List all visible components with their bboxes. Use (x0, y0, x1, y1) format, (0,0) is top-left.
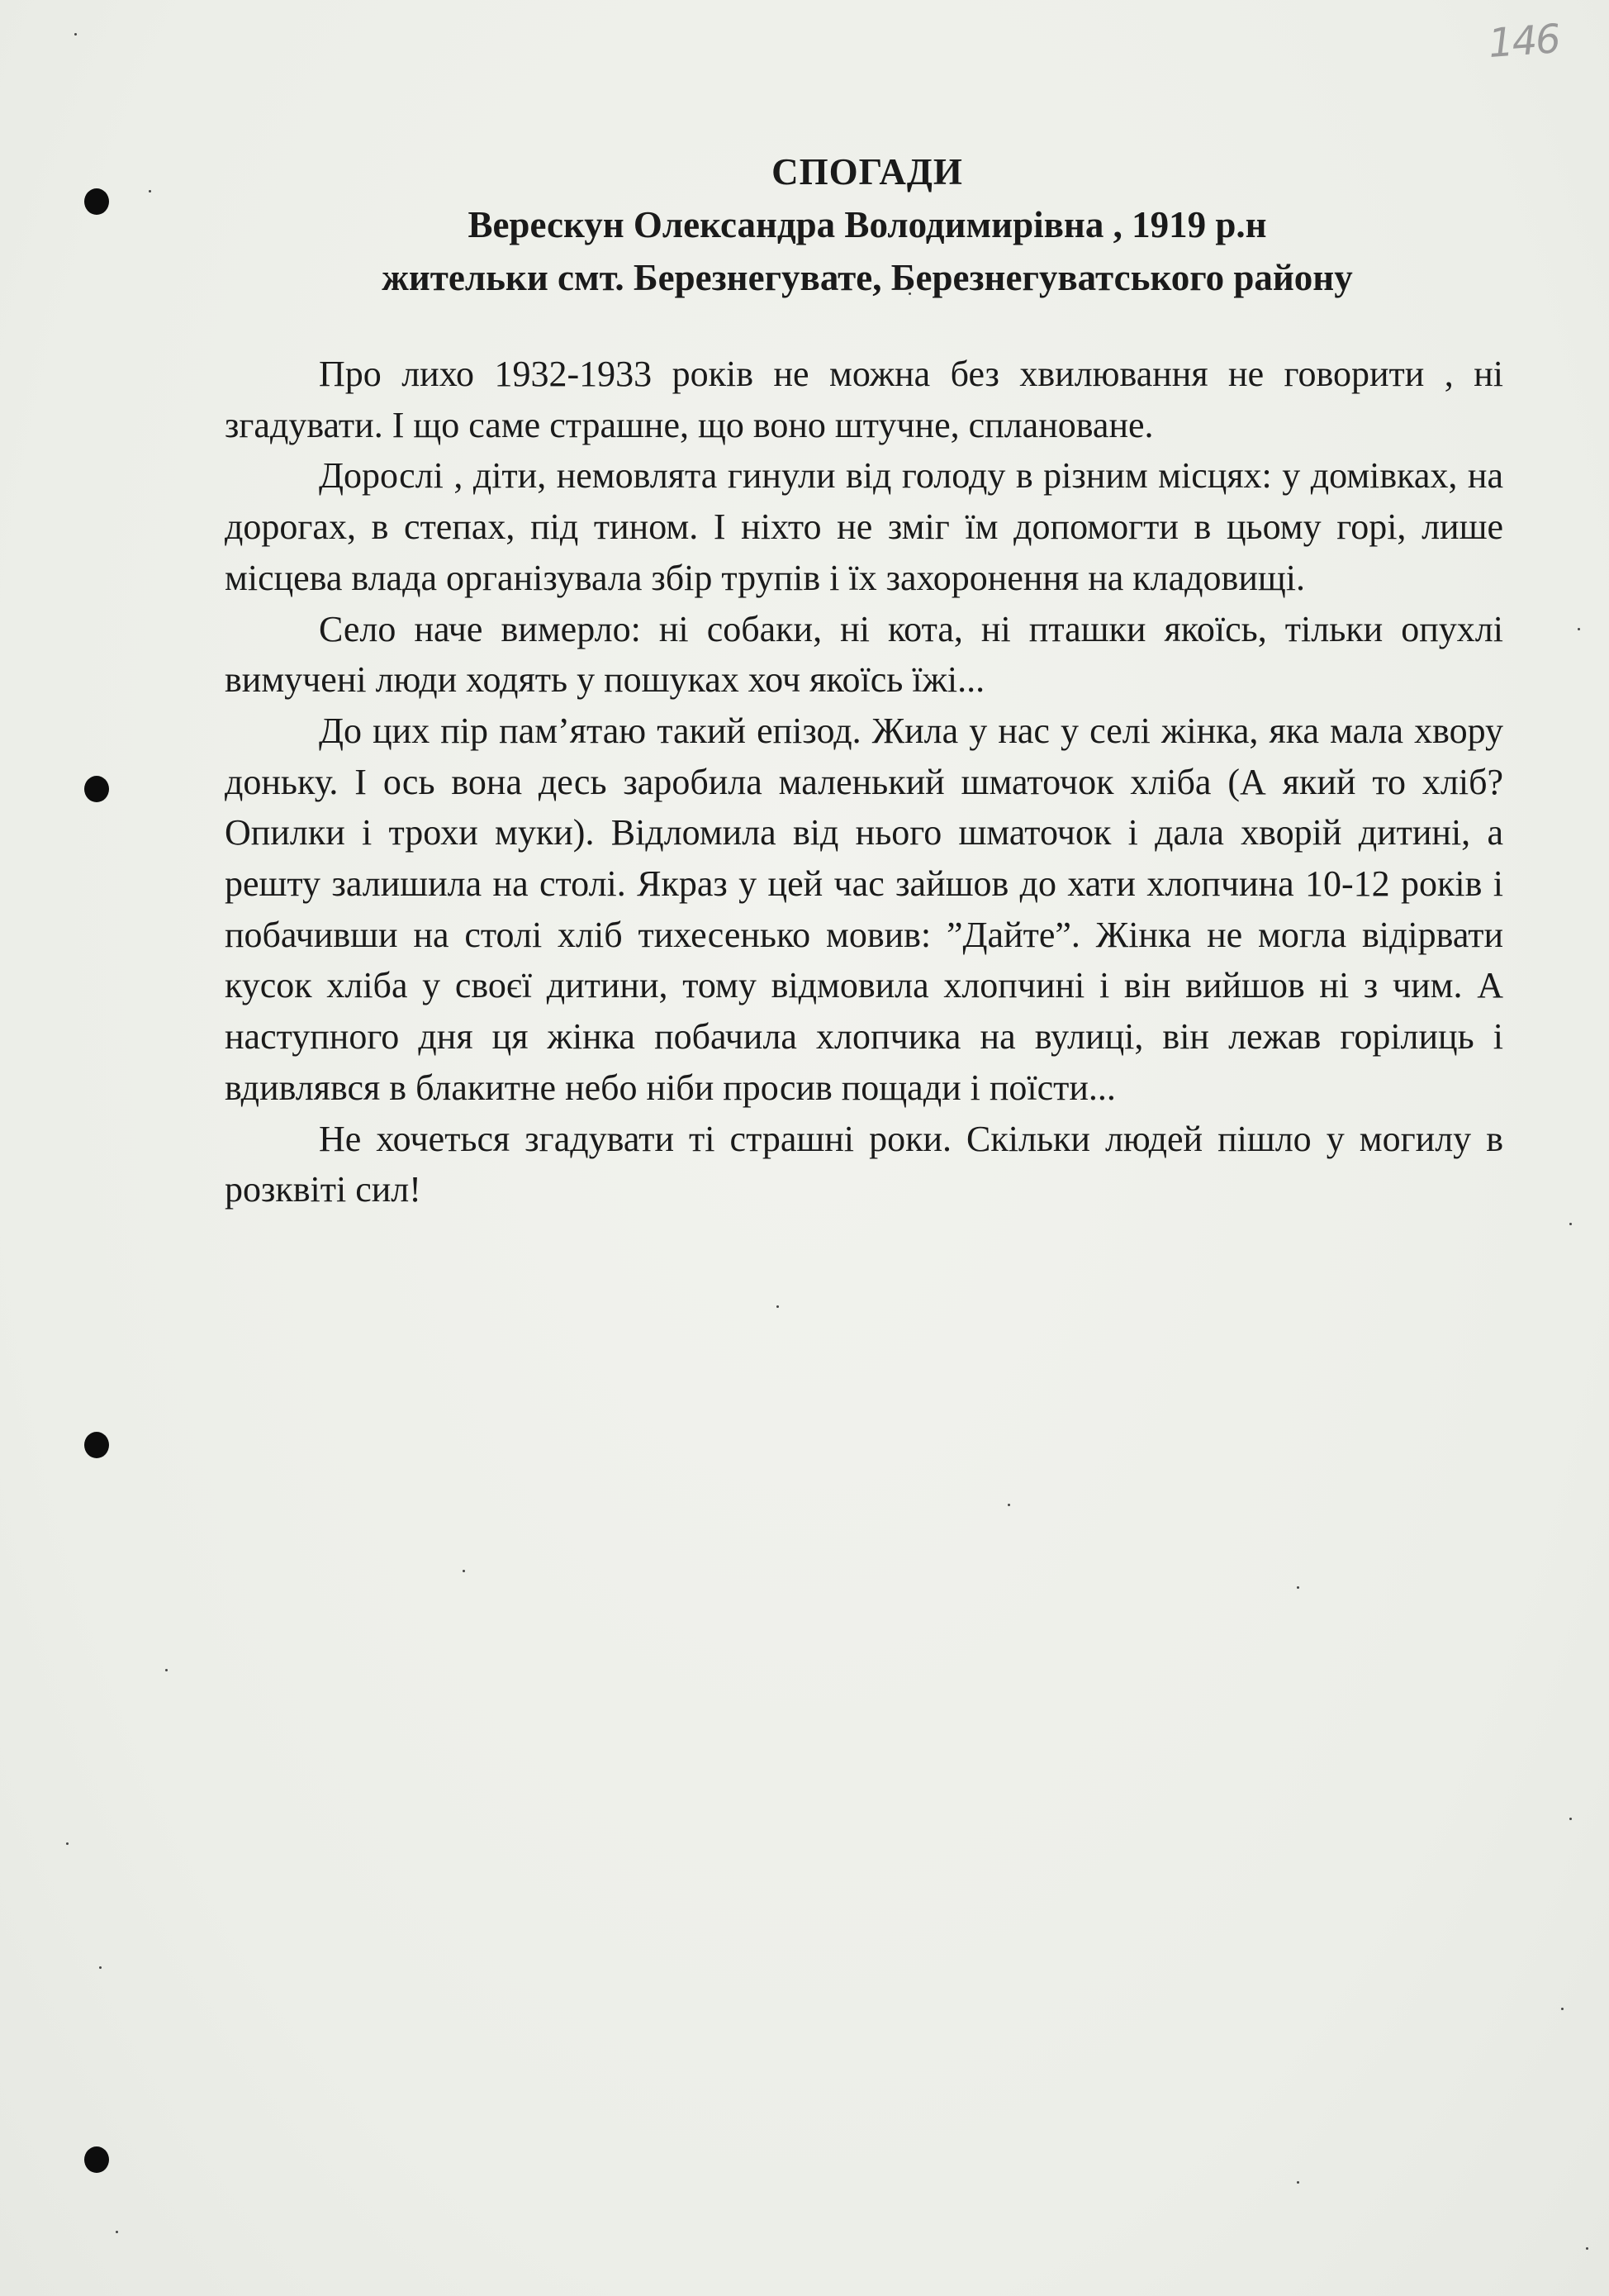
punch-hole-icon (84, 776, 109, 802)
scan-speck (99, 1966, 102, 1969)
paragraph: Село наче вимерло: ні собаки, ні кота, ні пташки якоїсь, тільки опухлі вимучені люди ходять у пошуках хоч якоїсь їжі... (225, 608, 1503, 701)
document-header (206, 145, 1528, 304)
scan-speck (1008, 1504, 1010, 1506)
paragraph: Дорослі , діти, немовлята гинули від голоду в різним місцях: у домівках, на дорогах, в степах, під тином. І ніхто не зміг їм допомогти в цьому горі, лише місцева влада організувала збір трупів і їх захоронення на кладовищі. (225, 455, 1503, 598)
document-title: СПОГАДИ (771, 151, 963, 193)
scan-speck (74, 33, 77, 36)
scan-speck (116, 2231, 118, 2233)
scan-speck (1297, 1586, 1299, 1589)
punch-hole-icon (84, 2146, 109, 2173)
punch-hole-icon (84, 188, 109, 215)
scan-speck (149, 190, 151, 193)
scan-speck (165, 1669, 168, 1671)
paragraph: До цих пір пам’ятаю такий епізод. Жила у нас у селі жінка, яка мала хвору доньку. І ось вона десь заробила маленький шматочок хліба (А який то хліб? Опилки і трохи муки). Відломила від нього шматочок і дала хворій дитині, а решту залишила на столі. Якраз у цей час зайшов до хати хлопчина 10-12 років і побачивши на столі хліб тихесенько мовив: ”Дайте”. Жінка не могла відірвати кусок хліба у своєї дитини, тому відмовила хлопчині і він вийшов ні з чим. А наступного дня ця жінка побачила хлопчика на вулиці, він лежав горілиць і вдивлявся в блакитне небо ніби просив пощади і поїсти... (225, 710, 1503, 1108)
memoir-body (225, 349, 1503, 1215)
scan-speck (463, 1570, 465, 1572)
page-number: 146 (1487, 16, 1561, 67)
scan-speck (1569, 1223, 1572, 1225)
scan-speck (66, 1842, 69, 1845)
scan-speck (1297, 2181, 1299, 2184)
residence-line: жительки смт. Березнегувате, Березнегуватського району (382, 257, 1353, 298)
scan-speck (1561, 2008, 1564, 2010)
scan-speck (1586, 2247, 1588, 2250)
paragraph: Не хочеться згадувати ті страшні роки. Скільки людей пішло у могилу в розквіті сил! (225, 1118, 1503, 1210)
scan-speck (1578, 628, 1580, 630)
scan-speck (776, 1305, 779, 1308)
author-line: Верескун Олександра Володимирівна , 1919 р.н (468, 204, 1267, 245)
punch-hole-icon (84, 1432, 109, 1458)
paragraph: Про лихо 1932-1933 років не можна без хвилювання не говорити , ні згадувати. І що саме страшне, що воно штучне, сплановане. (225, 354, 1503, 445)
scan-speck (1569, 1818, 1572, 1820)
